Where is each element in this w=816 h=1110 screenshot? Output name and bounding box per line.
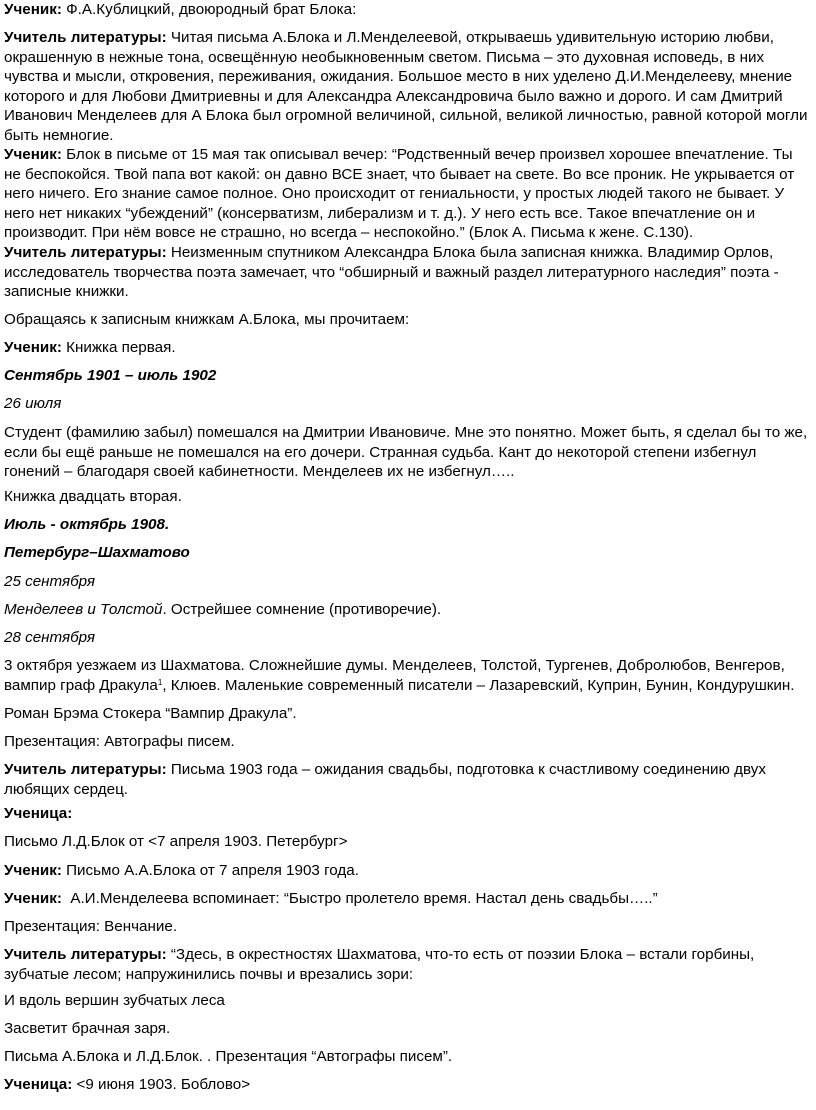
paragraph-text: Блок в письме от 15 мая так описывал вечер: “Родственный вечер произвел хорошее впечатление. Ты не беспокойся. Твой папа вот какой: он давно ВСЕ знает, что бывает на свете. Во все проник. Не укрывается от него ничего. Его знание самое полное. Оно происходит от гениальности, у простых людей такого не бывает. У него нет никаких “убеждений” (консерватизм, либерализм и т. д.). У него есть все. Такое впечатление он и производит. При нём вовсе не страшно, но всегда – неспокойно.” (Блок А. Письма к жене. С.130).	[4, 146, 795, 242]
speaker-label: Учитель литературы:	[4, 946, 167, 963]
paragraph-29	[4, 1075, 810, 1095]
paragraph-text: Книжка двадцать вторая.	[4, 488, 182, 505]
speaker-label: Учитель литературы:	[4, 761, 167, 778]
speaker-label: Ученик:	[4, 339, 62, 356]
paragraph-25	[4, 945, 810, 984]
paragraph-28	[4, 1047, 810, 1067]
paragraph-text: Ф.А.Кублицкий, двоюродный брат Блока:	[61, 1, 357, 18]
paragraph-text: Презентация: Автографы писем.	[4, 733, 235, 750]
paragraph-14	[4, 600, 810, 620]
speaker-label: Учитель литературы:	[4, 29, 167, 46]
paragraph-text: А.И.Менделеева вспоминает: “Быстро пролетело время. Настал день свадьбы…..”	[61, 890, 658, 907]
paragraph-22	[4, 861, 810, 881]
paragraph-19	[4, 760, 810, 799]
section-heading: Сентябрь 1901 – июль 1902	[4, 367, 217, 384]
paragraph-text: Студент (фамилию забыл) помешался на Дмитрии Ивановиче. Мне это понятно. Может быть, я сделал бы то же, если бы ещё раньше не помешался на его дочери. Странная судьба. Кант до некоторой степени избегнул гонений – благодаря своей кабинетности. Менделеев их не избегнул…..	[4, 424, 808, 481]
speaker-label: Ученица:	[4, 805, 73, 822]
paragraph-text: Роман Брэма Стокера “Вампир Дракула”.	[4, 705, 297, 722]
speaker-label: Ученик:	[4, 890, 62, 907]
paragraph-5	[4, 310, 810, 330]
paragraph-9	[4, 423, 810, 482]
paragraph-24	[4, 917, 810, 937]
footnote-mark: 1	[157, 677, 163, 687]
paragraph-text: Книжка первая.	[61, 339, 176, 356]
paragraph-text: 3 октября уезжаем из Шахматова. Сложнейшие думы. Менделеев, Толстой, Тургенев, Добролюбов, Венгеров, вампир граф Дракула	[4, 657, 785, 694]
paragraph-text: <9 июня 1903. Боблово>	[72, 1076, 251, 1093]
paragraph-20	[4, 804, 810, 824]
entry-date: 25 сентября	[4, 573, 96, 590]
paragraph-18	[4, 732, 810, 752]
paragraph-text: , Клюев. Маленькие современный писатели – Лазаревский, Куприн, Бунин, Кондурушкин.	[162, 676, 795, 694]
paragraph-text: Письмо Л.Д.Блок от <7 апреля 1903. Петербург>	[4, 833, 348, 850]
paragraph-10	[4, 487, 810, 507]
paragraph-text: “Здесь, в окрестностях Шахматова, что-то есть от поэзии Блока – встали горбины, зубчатые лесом; напружинились почвы и врезались зори:	[4, 946, 755, 983]
speaker-label: Учитель литературы:	[4, 244, 167, 261]
paragraph-17	[4, 704, 810, 724]
speaker-label: Ученица:	[4, 1076, 73, 1093]
paragraph-21	[4, 832, 810, 852]
paragraph-text: Читая письма А.Блока и Л.Менделеевой, открываешь удивительную историю любви, окрашенную в нежные тона, освещённую необыкновенным светом. Письма – это духовная исповедь, в них чувства и мысли, откровения, переживания, ожидания. Большое место в них уделено Д.И.Менделееву, мнение которого и для Любови Дмитриевны и для Александра Александровича было важно и дорого. И сам Дмитрий Иванович Менделеев для А Блока был огромной величиной, сильной, великой личностью, равной которой могли быть немногие.	[4, 29, 808, 144]
paragraph-23	[4, 889, 810, 909]
paragraph-text: Письмо А.А.Блока от 7 апреля 1903 года.	[61, 862, 359, 879]
paragraph-text: Засветит брачная заря.	[4, 1020, 171, 1037]
paragraph-6	[4, 338, 810, 358]
section-heading: Петербург–Шахматово	[4, 544, 190, 561]
paragraph-4	[4, 243, 810, 302]
italic-lead: Менделеев и Толстой	[4, 601, 163, 618]
paragraph-text: Письма 1903 года – ожидания свадьбы, подготовка к счастливому соединению двух любящих сердец.	[4, 761, 766, 798]
entry-date: 26 июля	[4, 395, 62, 412]
poem-line	[4, 991, 810, 1011]
speaker-label: Ученик:	[4, 862, 62, 879]
paragraph-text: Письма А.Блока и Л.Д.Блок. . Презентация “Автографы писем”.	[4, 1048, 453, 1065]
paragraph-1	[4, 0, 810, 20]
paragraph-text: Неизменным спутником Александра Блока была записная книжка. Владимир Орлов, исследователь творчества поэта замечает, что “обширный и важный раздел литературного наследия” поэта - записные книжки.	[4, 244, 779, 301]
paragraph-text: Презентация: Венчание.	[4, 918, 178, 935]
paragraph-text: . Острейшее сомнение (противоречие).	[162, 601, 442, 618]
paragraph-16	[4, 656, 810, 695]
section-heading: Июль - октябрь 1908.	[4, 516, 170, 533]
paragraph-2	[4, 28, 810, 146]
entry-date: 28 сентября	[4, 629, 96, 646]
paragraph-3	[4, 145, 810, 243]
paragraph-text: И вдоль вершин зубчатых леса	[4, 992, 225, 1009]
poem-line	[4, 1019, 810, 1039]
paragraph-text: Обращаясь к записным книжкам А.Блока, мы прочитаем:	[4, 311, 410, 328]
speaker-label: Ученик:	[4, 1, 62, 18]
speaker-label: Ученик:	[4, 146, 62, 163]
